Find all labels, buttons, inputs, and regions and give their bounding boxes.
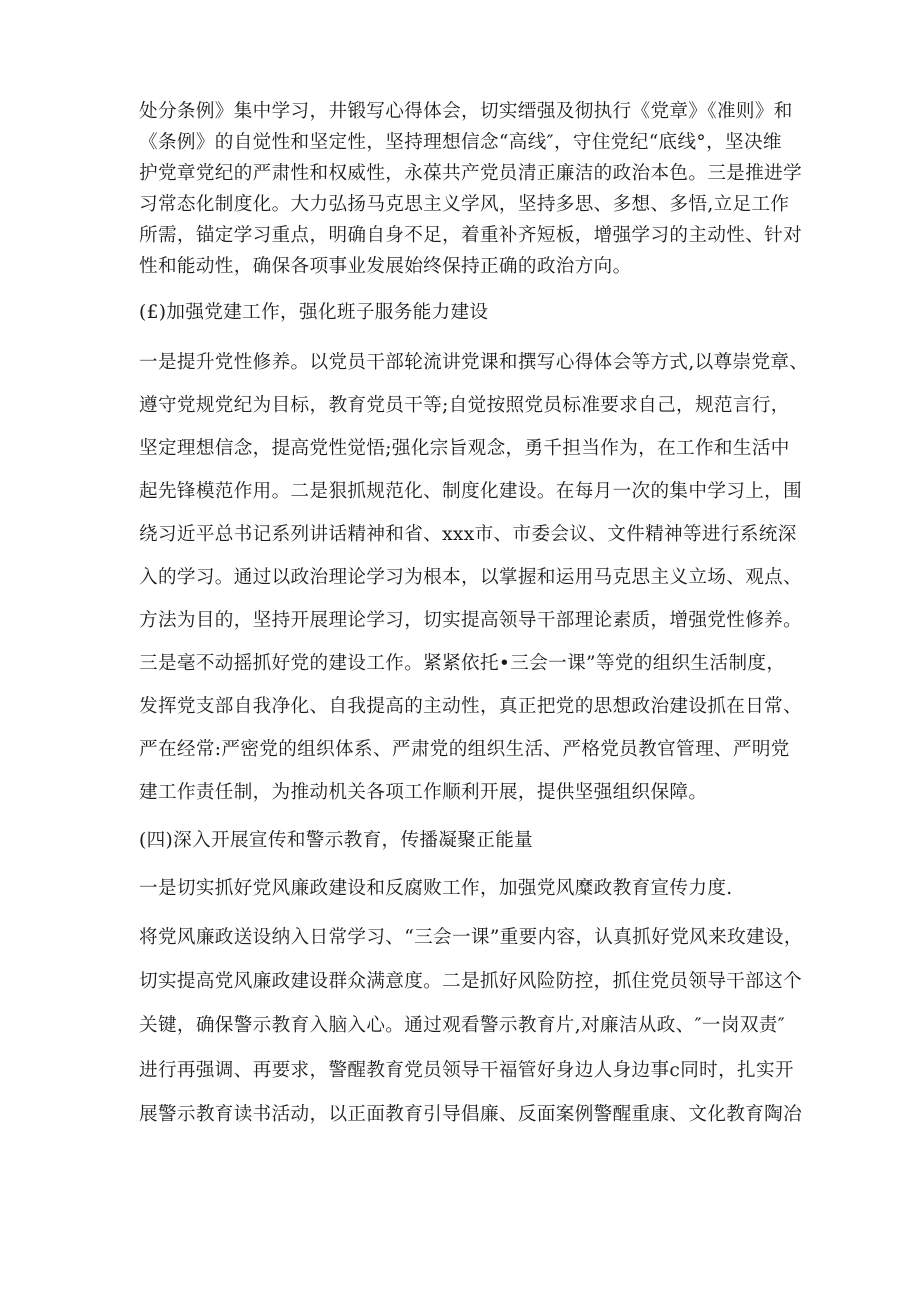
text-line: 《条例》的自觉性和坚定性，坚持理想信念“高线″，守住党纪“底线°，坚决维 xyxy=(139,132,782,153)
text-line: 关键，确保警示教育入脑入心。通过观看警示教育片,对廉洁从政、″一岗双责″ xyxy=(139,1015,785,1036)
text-line: 绕习近平总书记系列讲话精神和省、xxx市、市委会议、文件精神等进行系统深 xyxy=(139,524,797,545)
text-line: 展警示教育读书活动，以正面教育引导倡廉、反面案例警醒重康、文化教育陶冶 xyxy=(139,1104,803,1125)
text-line: 一是切实抓好党风廉政建设和反腐败工作，加强党风糜政教育宣传力度. xyxy=(139,878,733,899)
text-line: 切实提高党风廉政建设群众满意度。二是抓好风险防控，抓住党员领导干部这个 xyxy=(139,971,803,992)
section-heading: (£)加强党建工作，强化班子服务能力建设 xyxy=(139,302,489,323)
text-line: 遵守党规党纪为目标，教育党员干等;自觉按照党员标准要求自己，规范言行， xyxy=(139,395,790,416)
text-line: 一是提升党性修养。以党员干部轮流讲党课和撰写心得体会等方式,以尊崇党章、 xyxy=(139,352,809,373)
text-line: 坚定理想信念，提高党性觉悟;强化宗旨观念，勇千担当作为，在工作和生活中 xyxy=(139,438,790,459)
text-line: 将党风廉政送设纳入日常学习、“三会一课”重要内容，认真抓好党风来玫建设， xyxy=(139,927,803,948)
section-heading: (四)深入开展宣传和警示教育，传播凝聚正能量 xyxy=(139,830,534,851)
text-line: 建工作责任制，为推动机关各项工作顺利开展，提供坚强组织保障。 xyxy=(139,782,708,803)
text-line: 起先锋模范作用。二是狠抓规范化、制度化建设。在每月一次的集中学习上，围 xyxy=(139,481,803,502)
text-line: 三是毫不动摇抓好党的建设工作。紧紧依托•三会一课”等党的组织生活制度， xyxy=(139,653,786,674)
text-line: 性和能动性，确保各项事业发展始终保持正确的政治方向。 xyxy=(139,256,632,277)
text-line: 方法为目的，坚持开展理论学习，切实提高领导干部理论素质，增强党性修养。 xyxy=(139,610,803,631)
text-line: 处分条例》集中学习，井锻写心得体会，切实缙强及彻执行《党章》《准则》和 xyxy=(139,101,793,122)
text-line: 严在经常:严密党的组织体系、严肃党的组织生活、严格党员教官管理、严明党 xyxy=(139,739,790,760)
text-line: 习常态化制度化。大力弘扬马克思主义学风，坚持多思、多想、多悟,立足工作 xyxy=(139,194,790,215)
text-line: 护党章党纪的严肃性和权威性，永葆共产党员清正廉洁的政治本色。三是推进学 xyxy=(139,163,803,184)
text-line: 所需，锚定学习重点，明确自身不足，着重补齐短板，增强学习的主动性、针对 xyxy=(139,225,803,246)
text-line: 入的学习。通过以政治理论学习为根本，以掌握和运用马克思主义立场、观点、 xyxy=(139,567,803,588)
text-line: 进行再强调、再要求，警醒教育党员领导干福管好身边人身边事c同时，扎实开 xyxy=(139,1060,794,1081)
text-line: 发挥党支部自我净化、自我提高的主动性，真正把党的思想政治建设抓在日常、 xyxy=(139,696,803,717)
